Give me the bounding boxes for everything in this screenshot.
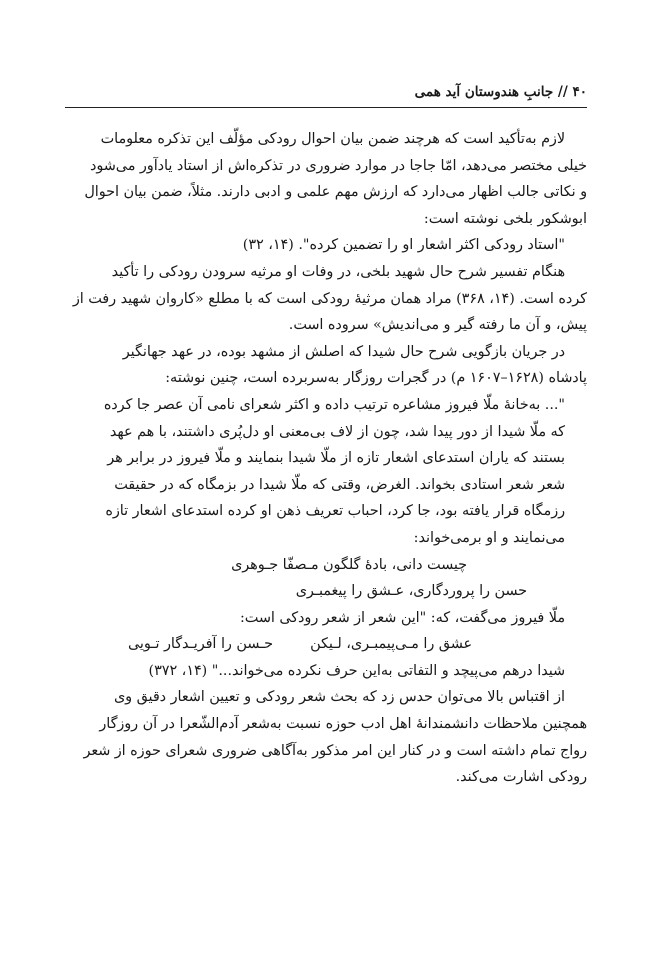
paragraph-2: [65, 259, 587, 339]
header-page-title: ۴۰ // جانبِ هندوستان آید همی: [414, 84, 587, 100]
block-quote-shayda: [65, 392, 587, 552]
quote-rudaki-tazmin: [65, 232, 587, 259]
paragraph-line: لازم به‌تأکید است که هرچند ضمن بیان احوال رودکی مؤلّف این تذکره معلومات: [100, 131, 565, 147]
paragraph-line: کرده است. (۱۴، ۳۶۸) مراد همان مرثیهٔ رودکی است که با مطلع «کاروان شهید رفت از: [72, 290, 587, 307]
paragraph-line: خیلی مختصر می‌دهد، امّا جاجا در موارد ضروری در تذکره‌اش از استاد یادآور می‌شود: [90, 157, 587, 174]
paragraph-line: رودکی اشارت می‌کند.: [455, 769, 587, 786]
page-body: [65, 126, 587, 791]
quote-shayda-end: [65, 658, 587, 685]
quote-mulla-firuz: [65, 605, 587, 632]
paragraph-line: و نکاتی جالب اظهار می‌دارد که ارزش مهم علمی و ادبی دارند. مثلاً، ضمن بیان احوال: [84, 184, 587, 201]
quote-line: شیدا درهم می‌پیچد و التفاتی به‌این حرف نکرده می‌خواند..." (۱۴، ۳۷۲): [148, 662, 565, 679]
header-rule: [65, 107, 587, 108]
quote-line: می‌نمایند و او برمی‌خواند:: [413, 529, 565, 546]
paragraph-3: [65, 339, 587, 392]
paragraph-4: [65, 684, 587, 790]
quote-line: بستند که یاران استدعای اشعار تازه از ملّا شیدا بنمایند و ملّا فیروز در برابر هر: [107, 450, 565, 467]
paragraph-1: [65, 126, 587, 232]
paragraph-line: پیش، و آن ما رفته گیر و می‌اندیش» سروده است.: [288, 317, 587, 334]
paragraph-line: در جریان بازگویی شرح حال شیدا که اصلش از مشهد بوده، در عهد جهانگیر: [122, 343, 565, 360]
paragraph-line: هنگام تفسیر شرح حال شهید بلخی، در وفات او مرثیه سرودن رودکی را تأکید: [111, 263, 565, 280]
paragraph-line: ابوشکور بلخی نوشته است:: [423, 210, 587, 227]
quote-line: "... به‌خانهٔ ملّا فیروز مشاعره ترتیب داده و اکثر شعرای نامی آن عصر جا کرده: [103, 396, 565, 413]
verse-hemistich-b: حـسن را آفریـدگار تـویی: [127, 636, 274, 653]
quote-line: "استاد رودکی اکثر اشعار او را تضمین کرده". (۱۴، ۳۲): [242, 237, 565, 254]
quote-line: ملّا فیروز می‌گفت، که: "این شعر از شعر رودکی است:: [239, 609, 565, 626]
verse-line-1: چیست دانی، بادهٔ گلگون مـصفّا جـوهری: [231, 556, 467, 573]
verse-line-2: حسن را پروردگاری، عـشق را پیغمبـری: [295, 583, 527, 600]
paragraph-line: رواج تمام داشته است و در کنار این امر مذکور به‌آگاهی ضروری شعرای حوزه از شعر: [83, 742, 587, 759]
verse-line-3: [65, 631, 587, 658]
paragraph-line: همچنین ملاحظات دانشمندانهٔ اهل ادب حوزه نسبت به‌شعر آدم‌الشّعرا در آن روزگار: [99, 716, 587, 733]
quote-line: رزمگاه قرار یافته بود، جا کرد، احباب تعریف ذهن او کرده استدعای اشعار تازه: [105, 503, 565, 520]
verse-hemistich-a: عشق را مـی‌پیمبـری، لـیکن: [310, 636, 472, 653]
quote-line: که ملّا شیدا از دور پیدا شد، چون از لاف بی‌معنی او دل‌پُری داشتند، با هم عهد: [109, 423, 565, 440]
running-header: [65, 82, 587, 108]
paragraph-line: پادشاه (۱۶۲۸–۱۶۰۷ م) در گجرات روزگار به‌سربرده است، چنین نوشته:: [165, 370, 587, 387]
paragraph-line: از اقتباس بالا می‌توان حدس زد که بحث شعر رودکی و تعیین اشعار دقیق وی: [113, 689, 565, 706]
quote-line: شعر شعر استادی بخواند. الغرض، وقتی که ملّا شیدا در بزمگاه که در حقیقت: [114, 476, 565, 493]
